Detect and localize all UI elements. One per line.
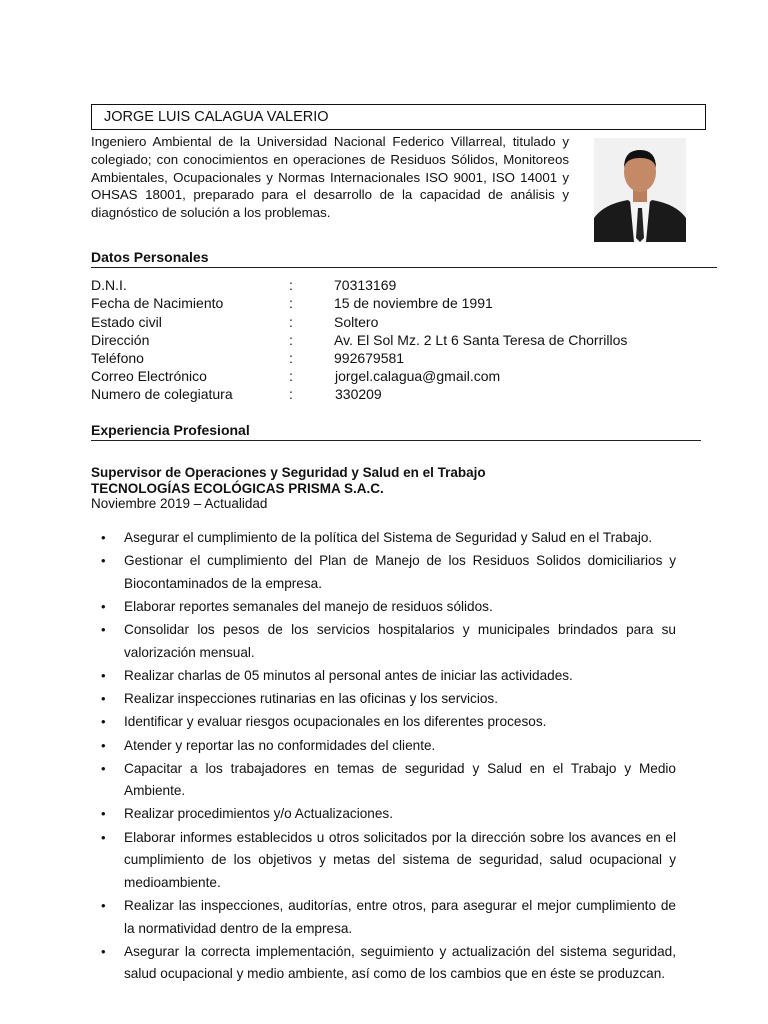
personal-row-dni <box>91 276 711 294</box>
job-duties-list <box>91 527 676 987</box>
duty-text: Elaborar informes establecidos u otros solicitados por la dirección sobre los avances en el cumplimiento de los objetivos y metas del sistema de seguridad, salud ocupacional y medioambiente. <box>124 829 676 890</box>
bullet: • <box>101 898 106 914</box>
bullet: • <box>101 714 106 730</box>
personal-value: 70313169 <box>334 277 397 293</box>
list-item <box>91 941 676 986</box>
job-header <box>91 465 691 512</box>
list-item <box>91 596 676 619</box>
list-item <box>91 758 676 803</box>
duty-text: Gestionar el cumplimiento del Plan de Manejo de los Residuos Solidos domiciliarios y Biocontaminados de la empresa. <box>124 553 676 591</box>
personal-data-rule <box>91 267 717 268</box>
personal-row-civil-status <box>91 313 711 331</box>
profile-photo <box>594 138 686 242</box>
personal-value: 15 de noviembre de 1991 <box>334 295 493 311</box>
experience-heading: Experiencia Profesional <box>91 422 250 438</box>
job-dates: Noviembre 2019 – Actualidad <box>91 496 268 511</box>
duty-text: Consolidar los pesos de los servicios hospitalarios y municipales brindados para su valorización mensual. <box>124 622 676 660</box>
personal-row-phone <box>91 349 711 367</box>
duty-text: Identificar y evaluar riesgos ocupacionales en los diferentes procesos. <box>124 714 547 730</box>
personal-separator: : <box>289 332 293 348</box>
list-item <box>91 527 676 550</box>
personal-separator: : <box>289 350 293 366</box>
personal-label: Teléfono <box>91 350 144 366</box>
list-item <box>91 688 676 711</box>
bullet: • <box>101 760 106 776</box>
bullet: • <box>101 530 106 545</box>
bullet: • <box>101 806 106 822</box>
personal-label: Numero de colegiatura <box>91 386 233 402</box>
bullet: • <box>101 943 106 959</box>
duty-text: Atender y reportar las no conformidades del cliente. <box>124 737 436 753</box>
personal-label: Dirección <box>91 332 150 348</box>
list-item <box>91 735 676 758</box>
personal-value: 992679581 <box>334 350 405 366</box>
personal-separator: : <box>289 314 293 330</box>
personal-data-heading: Datos Personales <box>91 249 209 265</box>
personal-row-registration <box>91 385 711 403</box>
personal-value: jorgel.calagua@gmail.com <box>335 368 501 384</box>
duty-text: Realizar procedimientos y/o Actualizaciones. <box>124 806 393 822</box>
portrait-image <box>594 138 686 242</box>
list-item <box>91 827 676 895</box>
bullet: • <box>101 691 106 707</box>
job-position: Supervisor de Operaciones y Seguridad y Salud en el Trabajo <box>91 465 486 480</box>
list-item <box>91 895 676 940</box>
duty-text: Realizar las inspecciones, auditorías, entre otros, para asegurar el mejor cumplimiento de la normatividad dentro de la empresa. <box>124 898 676 936</box>
personal-label: Correo Electrónico <box>91 368 207 384</box>
duty-text: Asegurar la correcta implementación, seguimiento y actualización del sistema seguridad, salud ocupacional y medio ambiente, así como de los cambios que en éste se produzcan. <box>124 943 676 982</box>
bullet: • <box>101 553 106 569</box>
personal-label: Fecha de Nacimiento <box>91 295 224 311</box>
list-item <box>91 550 676 595</box>
personal-label: Estado civil <box>91 314 162 330</box>
bullet: • <box>101 622 106 638</box>
duty-text: Elaborar reportes semanales del manejo de residuos sólidos. <box>124 598 493 614</box>
bullet: • <box>101 829 106 845</box>
list-item <box>91 803 676 826</box>
list-item <box>91 665 676 688</box>
experience-rule <box>91 440 701 441</box>
duty-text: Capacitar a los trabajadores en temas de seguridad y Salud en el Trabajo y Medio Ambiente. <box>124 760 676 799</box>
personal-value: Soltero <box>334 314 379 330</box>
candidate-name-box <box>91 104 706 130</box>
duty-text: Realizar inspecciones rutinarias en las oficinas y los servicios. <box>124 691 498 707</box>
personal-separator: : <box>289 277 293 293</box>
personal-value: 330209 <box>335 386 382 402</box>
personal-separator: : <box>289 295 293 311</box>
candidate-name: JORGE LUIS CALAGUA VALERIO <box>104 109 329 125</box>
bullet: • <box>101 598 106 614</box>
duty-text: Realizar charlas de 05 minutos al personal antes de iniciar las actividades. <box>124 667 573 683</box>
personal-row-email <box>91 367 711 385</box>
personal-value: Av. El Sol Mz. 2 Lt 6 Santa Teresa de Chorrillos <box>334 332 628 348</box>
personal-separator: : <box>289 368 293 384</box>
bullet: • <box>101 667 106 683</box>
list-item <box>91 619 676 664</box>
profile-summary: Ingeniero Ambiental de la Universidad Nacional Federico Villarreal, titulado y colegiado; con conocimientos en operaciones de Residuos Sólidos, Monitoreos Ambientales, Ocupacionales y Normas Internacionales ISO 9001, ISO 14001 y OHSAS 18001, preparado para el desarrollo de la capacidad de análisis y diagnóstico de solución a los problemas. <box>91 134 569 221</box>
personal-row-birthdate <box>91 294 711 312</box>
bullet: • <box>101 737 106 753</box>
personal-row-address <box>91 331 711 349</box>
personal-separator: : <box>289 386 293 402</box>
personal-label: D.N.I. <box>91 277 127 293</box>
job-company: TECNOLOGÍAS ECOLÓGICAS PRISMA S.A.C. <box>91 481 384 496</box>
list-item <box>91 711 676 734</box>
duty-text: Asegurar el cumplimiento de la política del Sistema de Seguridad y Salud en el Trabajo. <box>124 530 653 545</box>
